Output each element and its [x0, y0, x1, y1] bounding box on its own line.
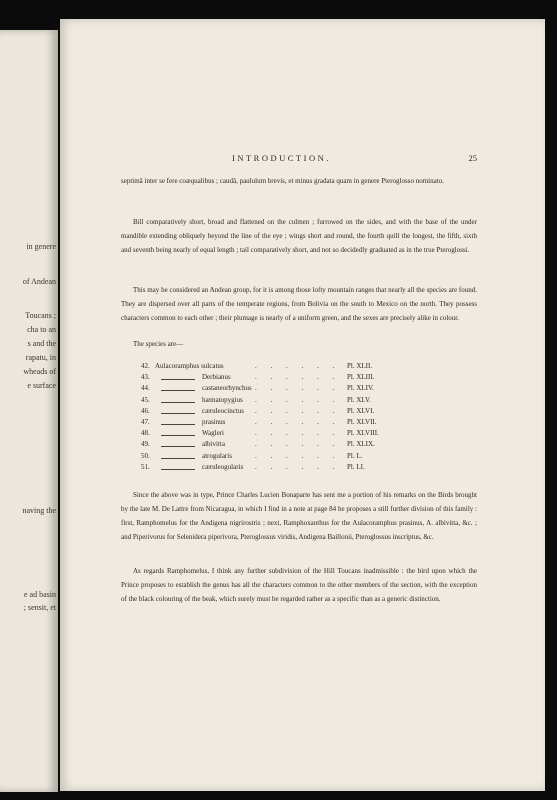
species-number: 48.: [141, 429, 150, 438]
left-page-edge: [0, 30, 58, 792]
plate-ref: Pl. L.: [347, 451, 363, 460]
ditto-line: [161, 413, 195, 414]
species-name: cæruleogularis: [202, 462, 244, 471]
leader-dots: . . . . . .: [255, 384, 341, 393]
species-name: Derbianus: [202, 373, 231, 382]
left-fragment: of Andean: [22, 277, 56, 286]
plate-ref: Pl. LI.: [347, 462, 365, 471]
leader-dots: . . . . . .: [255, 440, 341, 449]
ditto-line: [161, 402, 195, 403]
leader-dots: . . . . . .: [255, 417, 341, 426]
species-row: [141, 418, 441, 429]
species-intro: The species are—: [133, 340, 184, 348]
ditto-line: [161, 379, 195, 380]
species-name: atrogularis: [202, 451, 232, 460]
species-row: [141, 373, 441, 384]
species-number: 44.: [141, 384, 150, 393]
plate-ref: Pl. XLII.: [347, 362, 373, 370]
species-row: [141, 407, 441, 418]
species-number: 49.: [141, 440, 150, 449]
species-list: [141, 362, 441, 474]
species-name: albivitta: [202, 440, 225, 449]
page-title: INTRODUCTION.: [232, 153, 331, 163]
left-fragment: wheads of: [23, 367, 56, 376]
left-fragment: e surface: [27, 381, 56, 390]
left-fragment: e ad basin: [24, 590, 56, 599]
latin-paragraph: septimâ inter se fere coæqualibus ; caudâ, paululum brevis, et minus gradata quam in genere Pteroglosso nominato.: [121, 177, 444, 185]
species-number: 50.: [141, 451, 150, 460]
plate-ref: Pl. XLIV.: [347, 384, 374, 393]
species-row: [141, 440, 441, 451]
ditto-line: [161, 469, 195, 470]
page-number: 25: [468, 153, 477, 163]
left-fragment: s and the: [27, 339, 56, 348]
leader-dots: . . . . . .: [255, 395, 341, 404]
ditto-line: [161, 458, 195, 459]
species-name: prasinus: [202, 417, 226, 426]
book-page: [60, 19, 545, 791]
species-name: castaneorhynchus: [202, 384, 252, 393]
species-number: 51.: [141, 462, 150, 471]
group-paragraph: This may be considered an Andean group, for it is among those lofty mountain ranges that nearly all the species are found. They are dispersed over all parts of the temperate regions, from Bolivia on the south to Mexico on the north. They possess characters common to each other ; their plumage is nearly of a uniform green, and the sexes are precisely alike in colour.: [121, 286, 477, 322]
plate-ref: Pl. XLIX.: [347, 440, 375, 449]
left-fragment: rapatu, in: [25, 353, 56, 362]
running-header: [60, 153, 545, 165]
leader-dots: . . . . . .: [255, 451, 341, 460]
left-fragment: cha to an: [27, 325, 56, 334]
species-row: [141, 452, 441, 463]
description-paragraph: Bill comparatively short, broad and flattened on the culmen ; furrowed on the sides, and with the base of the under mandible extending obliquely beyond the line of the eye ; wings short and round, the fourth quill the longest, the fifth, sixth and seventh being nearly of equal length ; tail comparatively short, and not so decidedly graduated as in the true Pteroglossi.: [121, 218, 477, 254]
leader-dots: . . . . . .: [255, 406, 341, 415]
leader-dots: . . . . . .: [255, 373, 341, 382]
species-number: 45.: [141, 395, 150, 404]
plate-ref: Pl. XLVII.: [347, 417, 377, 426]
species-row: [141, 384, 441, 395]
leader-dots: . . . . . .: [255, 462, 341, 471]
left-fragment: ; sensit, et: [23, 603, 56, 612]
leader-dots: . . . . . .: [255, 429, 341, 438]
left-fragment: Toucans ;: [25, 311, 56, 320]
species-name: hæmatopygius: [202, 395, 243, 404]
ditto-line: [161, 446, 195, 447]
plate-ref: Pl. XLIII.: [347, 373, 375, 382]
left-fragment: in genere: [26, 242, 56, 251]
species-row: [141, 463, 441, 474]
species-row: [141, 396, 441, 407]
species-row: [141, 362, 441, 373]
plate-ref: Pl. XLVIII.: [347, 429, 379, 438]
species-number: 46.: [141, 406, 150, 415]
plate-ref: Pl. XLV.: [347, 395, 371, 404]
ditto-line: [161, 390, 195, 391]
leader-dots: . . . . . .: [255, 362, 341, 370]
bonaparte-paragraph: Since the above was in type, Prince Charles Lucien Bonaparte has sent me a portion of his remarks on the Birds brought by the late M. De Lattre from Nicaragua, in which I find in a note at page 84 he proposes a still further division of this family : first, Ramphomelus for the Andigena nigrirostris ; next, Ramphoxanthus for the Aulacoramphus prasinus, A. albivitta, &c. ; and Piperivorus for Selenidera piperivora, Pteroglossus viridis, Andigena Baillonii, Pteroglossus inscriptus, &c.: [121, 491, 477, 541]
species-name: Wagleri: [202, 429, 224, 438]
ditto-line: [161, 424, 195, 425]
species-name: Aulacoramphus sulcatus: [155, 362, 224, 370]
ramphomelus-paragraph: As regards Ramphomelus, I think any further subdivision of the Hill Toucans inadmissible : the bird upon which the Prince proposes to establish the genus has all the characters common to the other members of the section, with the exception of the black colouring of the beak, which surely must be regarded rather as a specific than as a generic distinction.: [121, 567, 477, 603]
ditto-line: [161, 435, 195, 436]
species-number: 42.: [141, 362, 150, 370]
species-row: [141, 429, 441, 440]
species-number: 47.: [141, 417, 150, 426]
species-name: cæruleocinctus: [202, 406, 244, 415]
plate-ref: Pl. XLVI.: [347, 406, 375, 415]
left-fragment: naving the: [22, 506, 56, 515]
species-number: 43.: [141, 373, 150, 382]
